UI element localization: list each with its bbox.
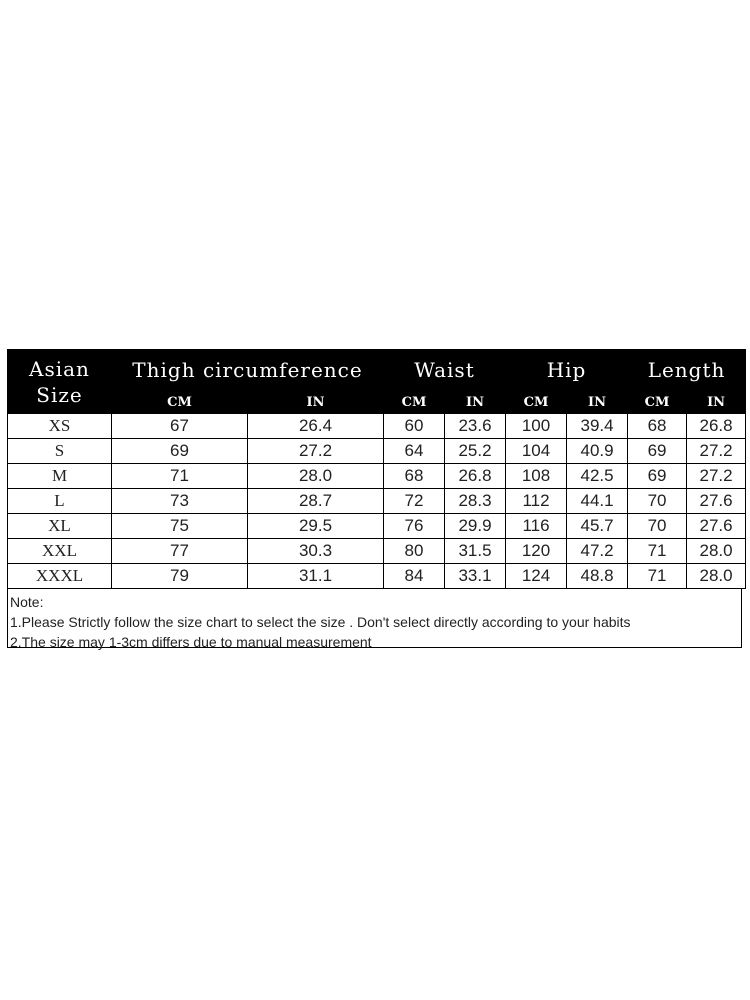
size-cell: XS	[8, 414, 112, 439]
value-cell: 60	[384, 414, 445, 439]
value-cell: 45.7	[567, 514, 628, 539]
value-cell: 108	[506, 464, 567, 489]
value-cell: 71	[112, 464, 248, 489]
size-cell: S	[8, 439, 112, 464]
value-cell: 27.6	[687, 514, 746, 539]
value-cell: 67	[112, 414, 248, 439]
value-cell: 72	[384, 489, 445, 514]
value-cell: 27.6	[687, 489, 746, 514]
value-cell: 73	[112, 489, 248, 514]
size-cell: XXL	[8, 539, 112, 564]
note-line: 1.Please Strictly follow the size chart to select the size . Don't select directly according to your habits	[10, 614, 631, 630]
value-cell: 75	[112, 514, 248, 539]
table-row	[8, 564, 746, 589]
unit-header: CM	[506, 391, 567, 414]
value-cell: 84	[384, 564, 445, 589]
table-row	[8, 539, 746, 564]
value-cell: 27.2	[248, 439, 384, 464]
table-row	[8, 464, 746, 489]
notes-title: Note:	[10, 594, 44, 610]
value-cell: 28.3	[445, 489, 506, 514]
value-cell: 31.1	[248, 564, 384, 589]
size-table	[7, 349, 746, 589]
value-cell: 23.6	[445, 414, 506, 439]
header-row	[8, 350, 746, 391]
value-cell: 29.9	[445, 514, 506, 539]
value-cell: 44.1	[567, 489, 628, 514]
unit-header: IN	[567, 391, 628, 414]
value-cell: 30.3	[248, 539, 384, 564]
unit-header: CM	[628, 391, 687, 414]
value-cell: 68	[384, 464, 445, 489]
size-cell: XXXL	[8, 564, 112, 589]
value-cell: 48.8	[567, 564, 628, 589]
notes-box	[7, 589, 742, 648]
value-cell: 26.4	[248, 414, 384, 439]
value-cell: 64	[384, 439, 445, 464]
value-cell: 29.5	[248, 514, 384, 539]
value-cell: 69	[112, 439, 248, 464]
value-cell: 28.0	[248, 464, 384, 489]
table-row	[8, 489, 746, 514]
value-cell: 28.7	[248, 489, 384, 514]
value-cell: 28.0	[687, 539, 746, 564]
unit-header: IN	[248, 391, 384, 414]
value-cell: 100	[506, 414, 567, 439]
value-cell: 31.5	[445, 539, 506, 564]
value-cell: 26.8	[445, 464, 506, 489]
unit-header: CM	[384, 391, 445, 414]
value-cell: 27.2	[687, 439, 746, 464]
value-cell: 28.0	[687, 564, 746, 589]
thigh-header: Thigh circumference	[112, 350, 384, 391]
unit-header: IN	[445, 391, 506, 414]
table-row	[8, 414, 746, 439]
value-cell: 70	[628, 514, 687, 539]
size-cell: XL	[8, 514, 112, 539]
value-cell: 26.8	[687, 414, 746, 439]
value-cell: 42.5	[567, 464, 628, 489]
value-cell: 77	[112, 539, 248, 564]
table-body	[8, 414, 746, 589]
value-cell: 120	[506, 539, 567, 564]
unit-header: IN	[687, 391, 746, 414]
value-cell: 69	[628, 439, 687, 464]
value-cell: 70	[628, 489, 687, 514]
value-cell: 68	[628, 414, 687, 439]
unit-row	[8, 391, 746, 414]
length-header: Length	[628, 350, 746, 391]
value-cell: 33.1	[445, 564, 506, 589]
value-cell: 76	[384, 514, 445, 539]
value-cell: 116	[506, 514, 567, 539]
size-cell: M	[8, 464, 112, 489]
size-chart	[7, 349, 745, 648]
value-cell: 27.2	[687, 464, 746, 489]
note-line: 2.The size may 1-3cm differs due to manual measurement	[10, 634, 372, 650]
asian-size-header: Asian Size	[8, 350, 112, 414]
value-cell: 104	[506, 439, 567, 464]
unit-header: CM	[112, 391, 248, 414]
value-cell: 71	[628, 539, 687, 564]
value-cell: 112	[506, 489, 567, 514]
value-cell: 69	[628, 464, 687, 489]
value-cell: 39.4	[567, 414, 628, 439]
waist-header: Waist	[384, 350, 506, 391]
size-cell: L	[8, 489, 112, 514]
value-cell: 71	[628, 564, 687, 589]
table-row	[8, 439, 746, 464]
value-cell: 47.2	[567, 539, 628, 564]
hip-header: Hip	[506, 350, 628, 391]
value-cell: 79	[112, 564, 248, 589]
value-cell: 25.2	[445, 439, 506, 464]
value-cell: 80	[384, 539, 445, 564]
value-cell: 40.9	[567, 439, 628, 464]
table-row	[8, 514, 746, 539]
value-cell: 124	[506, 564, 567, 589]
